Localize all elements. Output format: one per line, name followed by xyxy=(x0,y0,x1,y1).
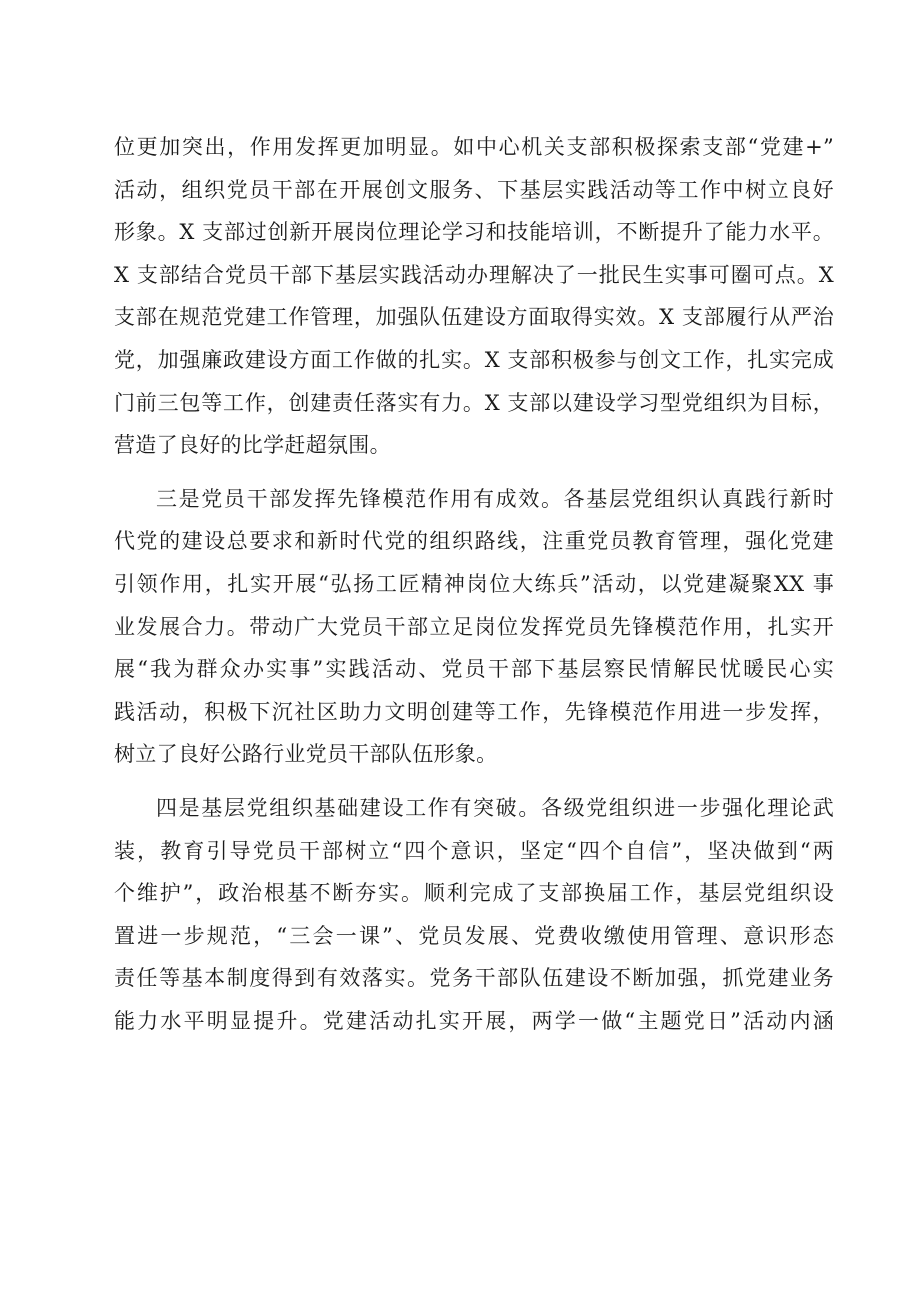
text-line: 置进一步规范，“三会一课”、党员发展、党费收缴使用管理、意识形态 xyxy=(114,923,834,948)
text-line: 门前三包等工作，创建责任落实有力。X 支部以建设学习型党组织为目标， xyxy=(114,390,834,415)
text-line: 营造了良好的比学赶超氛围。 xyxy=(114,433,391,458)
text-line: 四是基层党组织基础建设工作有突破。各级党组织进一步强化理论武 xyxy=(156,795,834,820)
paragraph-1 xyxy=(114,126,834,467)
paragraph-gap xyxy=(114,467,834,478)
text-line: 代党的建设总要求和新时代党的组织路线，注重党员教育管理，强化党建 xyxy=(114,529,834,554)
text-line: 展“我为群众办实事”实践活动、党员干部下基层察民情解民忧暖民心实 xyxy=(114,657,834,682)
text-line: 装，教育引导党员干部树立“四个意识，坚定“四个自信”，坚决做到“两 xyxy=(114,838,834,863)
paragraph-2 xyxy=(114,478,834,776)
paragraph-3 xyxy=(114,787,834,1043)
text-line: 个维护”，政治根基不断夯实。顺利完成了支部换届工作，基层党组织设 xyxy=(114,881,834,906)
text-line: 能力水平明显提升。党建活动扎实开展，两学一做“主题党日”活动内涵 xyxy=(114,1008,834,1033)
text-line: 践活动，积极下沉社区助力文明创建等工作，先锋模范作用进一步发挥， xyxy=(114,699,834,724)
text-line: 支部在规范党建工作管理，加强队伍建设方面取得实效。X 支部履行从严治 xyxy=(114,305,834,330)
text-line: 位更加突出，作用发挥更加明显。如中心机关支部积极探索支部“党建+” xyxy=(114,135,834,159)
text-line: 党，加强廉政建设方面工作做的扎实。X 支部积极参与创文工作，扎实完成 xyxy=(114,347,834,372)
text-line: 三是党员干部发挥先锋模范作用有成效。各基层党组织认真践行新时 xyxy=(156,486,834,511)
text-line: X 支部结合党员干部下基层实践活动办理解决了一批民生实事可圈可点。X xyxy=(114,262,834,287)
document-body xyxy=(114,126,834,1042)
text-line: 责任等基本制度得到有效落实。党务干部队伍建设不断加强，抓党建业务 xyxy=(114,966,834,991)
paragraph-gap xyxy=(114,776,834,787)
text-line: 业发展合力。带动广大党员干部立足岗位发挥党员先锋模范作用，扎实开 xyxy=(114,614,834,639)
text-line: 形象。X 支部过创新开展岗位理论学习和技能培训，不断提升了能力水平。 xyxy=(114,220,834,245)
text-line: 引领作用，扎实开展“弘扬工匠精神岗位大练兵”活动，以党建凝聚XX 事 xyxy=(114,571,834,596)
text-line: 树立了良好公路行业党员干部队伍形象。 xyxy=(114,742,498,767)
text-line: 活动，组织党员干部在开展创文服务、下基层实践活动等工作中树立良好 xyxy=(114,177,834,202)
